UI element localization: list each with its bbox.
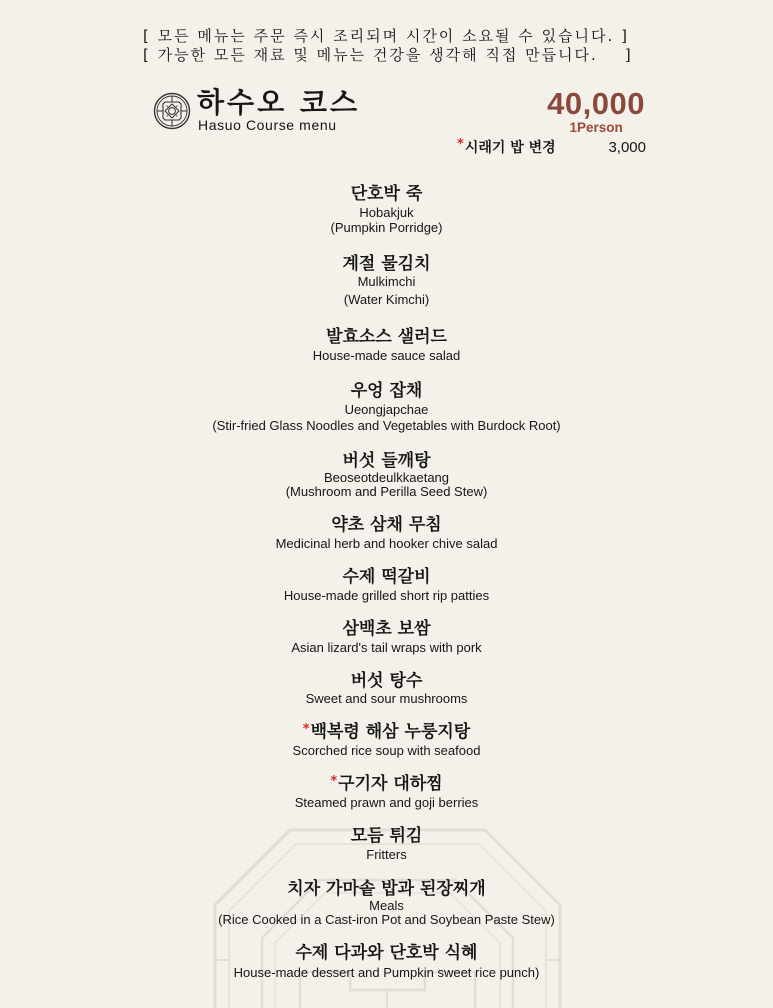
option-label-text: 시래기 밥 변경 (464, 140, 556, 156)
menu-item-name-en: Hobakjuk (359, 205, 414, 220)
menu-item (0, 671, 773, 727)
menu-item (0, 619, 773, 675)
menu-item-desc-en: (Rice Cooked in a Cast-iron Pot and Soybean Paste Stew) (218, 912, 555, 927)
menu-item-name-en: House-made sauce salad (312, 348, 461, 363)
option-price: 3,000 (608, 139, 646, 156)
menu-item-desc-en: (Pumpkin Porridge) (330, 220, 443, 235)
menu-item (0, 515, 773, 571)
menu-item (0, 774, 773, 830)
option-marker: * (457, 137, 464, 152)
menu-item-marker: * (330, 774, 338, 789)
option-label (457, 139, 556, 158)
menu-item-marker: * (302, 722, 310, 737)
menu-item-name-en: Asian lizard's tail wraps with pork (291, 640, 482, 655)
menu-item-name-ko: 버섯 탕수 (350, 671, 423, 691)
price-unit: 1Person (569, 120, 623, 135)
notice-line: [ 모든 메뉴는 주문 즉시 조리되며 시간이 소요될 수 있습니다. ] (143, 27, 629, 45)
menu-item (0, 327, 773, 383)
menu-item (0, 943, 773, 999)
menu-item-name-en: Medicinal herb and hooker chive salad (275, 536, 498, 551)
menu-item-name-ko (0, 722, 773, 744)
menu-item-name-ko (0, 774, 773, 796)
menu-item-name-en: House-made grilled short rip patties (283, 588, 490, 603)
menu-item-name-en: Scorched rice soup with seafood (292, 743, 481, 758)
menu-item-name-ko: 수제 떡갈비 (342, 567, 431, 587)
menu-item (0, 879, 773, 935)
menu-item-name-ko: 계절 물김치 (342, 254, 431, 274)
emblem-icon (153, 92, 191, 130)
course-price-block (547, 87, 645, 135)
menu-item (0, 826, 773, 882)
menu-item (0, 451, 773, 507)
menu-item-name-en: Mulkimchi (357, 274, 416, 289)
course-price: 40,000 (547, 86, 645, 121)
menu-item-name-en: Meals (369, 898, 404, 913)
menu-item-name-en: Ueongjapchae (344, 402, 429, 417)
menu-item-name-en: Beoseotdeulkkaetang (323, 470, 450, 485)
menu-item-name-ko: 발효소스 샐러드 (326, 327, 447, 347)
menu-item-name-ko: 모듬 튀김 (350, 826, 423, 846)
course-title: 하수오 코스 (197, 86, 360, 119)
menu-item-name-ko: 치자 가마솥 밥과 된장찌개 (287, 879, 486, 899)
menu-item-name-en: Fritters (366, 847, 407, 862)
menu-item (0, 184, 773, 240)
notice-line: [ 가능한 모든 재료 및 메뉴는 건강을 생각해 직접 만듭니다. ] (143, 46, 633, 64)
menu-item-name-ko: 약초 삼채 무침 (331, 515, 442, 535)
menu-item-name-ko-text: 백복령 해삼 누룽지탕 (310, 722, 471, 742)
menu-item (0, 381, 773, 437)
menu-item-name-en: Steamed prawn and goji berries (294, 795, 479, 810)
menu-item-name-ko: 수제 다과와 단호박 식혜 (295, 943, 478, 963)
menu-item (0, 567, 773, 623)
menu-item-desc-en: (Stir-fried Glass Noodles and Vegetables with Burdock Root) (212, 418, 561, 433)
menu-item-name-en: Sweet and sour mushrooms (305, 691, 468, 706)
menu-item-name-ko: 단호박 죽 (350, 184, 423, 204)
menu-item-desc-en: (Water Kimchi) (343, 292, 430, 307)
menu-item (0, 722, 773, 778)
menu-item-name-ko: 삼백초 보쌈 (342, 619, 431, 639)
menu-item-name-ko-text: 구기자 대하찜 (338, 774, 443, 794)
menu-item-desc-en: (Mushroom and Perilla Seed Stew) (285, 484, 488, 499)
menu-item (0, 254, 773, 310)
menu-item-name-ko: 우엉 잡채 (350, 381, 423, 401)
menu-item-name-en: House-made dessert and Pumpkin sweet rice punch) (233, 965, 540, 980)
menu-item-name-ko: 버섯 들깨탕 (342, 451, 431, 471)
course-subtitle: Hasuo Course menu (198, 117, 337, 133)
